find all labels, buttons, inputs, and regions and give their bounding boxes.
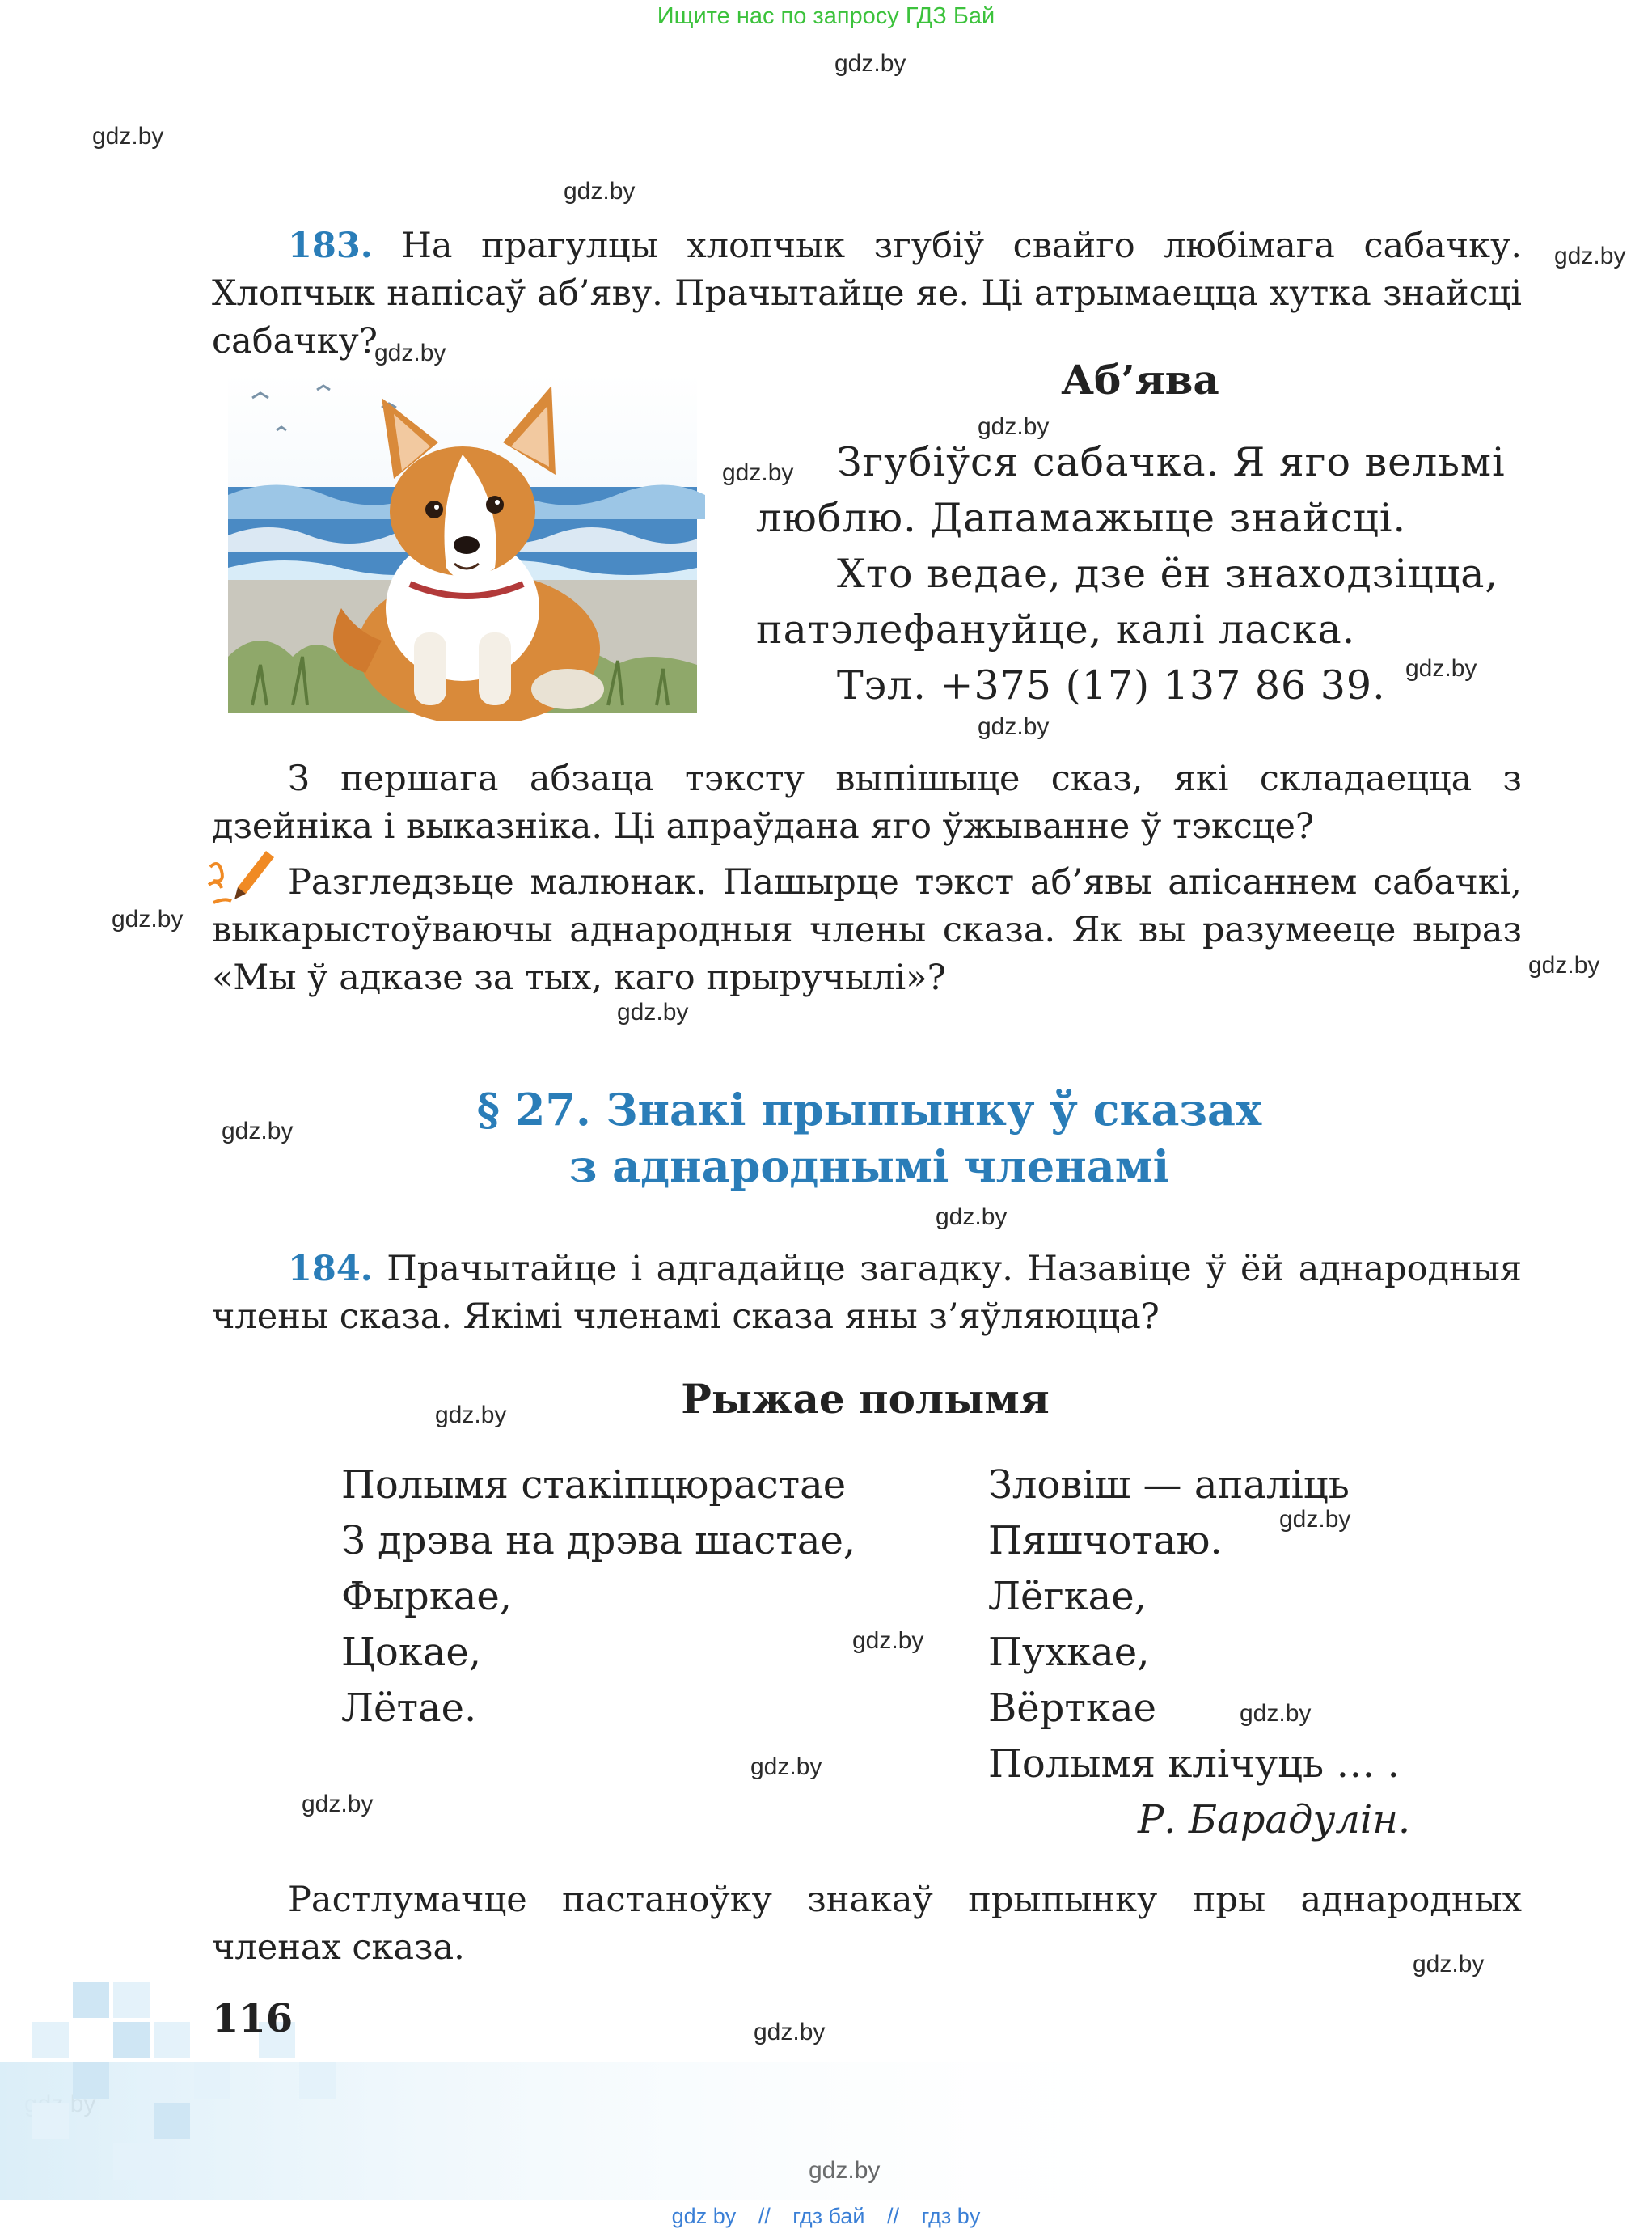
ad-line: люблю. Дапамажыце знайсці. (756, 495, 1407, 541)
watermark: gdz.by (1279, 1506, 1351, 1533)
watermark: gdz.by (852, 1627, 924, 1654)
poem-author: Р. Барадулін. (1138, 1797, 1411, 1842)
watermark: gdz.by (92, 123, 164, 150)
poem-line: Фыркае, (341, 1574, 513, 1619)
watermark: gdz.by (564, 178, 636, 205)
bottom-link[interactable]: гдз бай (792, 2204, 865, 2228)
ad-phone: Тэл. +375 (17) 137 86 39. (837, 662, 1386, 708)
watermark: gdz.by (1240, 1700, 1312, 1727)
ad-line: Хто ведае, дзе ён знаходзіцца, (837, 551, 1498, 597)
watermark: gdz.by (1528, 952, 1600, 979)
poem-line: Полымя стакіпцюрастае (341, 1462, 847, 1508)
poem-line: Пухкае, (988, 1630, 1150, 1675)
exercise-number: 183. (288, 226, 373, 266)
dog-illustration (220, 366, 705, 721)
exercise-number: 184. (288, 1249, 373, 1289)
watermark: gdz.by (1554, 243, 1626, 269)
poem-line: Пяшчотаю. (988, 1518, 1223, 1563)
decorative-mosaic (0, 1965, 1213, 2200)
watermark: gdz.by (112, 906, 184, 933)
bottom-separator: // (758, 2204, 771, 2228)
section-heading (372, 1081, 1367, 1195)
bottom-links (0, 2204, 1652, 2229)
watermark: gdz.by (617, 999, 689, 1026)
poem-line: Полымя клічуць … . (988, 1741, 1400, 1787)
bottom-separator: // (887, 2204, 900, 2228)
watermark: gdz.by (722, 459, 794, 486)
poem-left-column (341, 1457, 856, 1736)
watermark: gdz.by (222, 1118, 294, 1144)
poem-line: З дрэва на дрэва шастае, (341, 1518, 856, 1563)
watermark: gdz.by (750, 1753, 822, 1780)
poem-right-column (988, 1457, 1400, 1792)
poem-line: Лётае. (341, 1685, 477, 1731)
poem-line: Вёрткае (988, 1685, 1156, 1731)
exercise-183 (212, 222, 1522, 366)
watermark: gdz.by (374, 340, 446, 366)
ad-title: Аб’ява (1061, 356, 1219, 404)
page-number: 116 (212, 1996, 294, 2041)
watermark: gdz.by (754, 2019, 826, 2045)
poem-line: Лёгкае, (988, 1574, 1147, 1619)
exercise-184 (212, 1246, 1522, 1341)
bottom-link[interactable]: gdz by (671, 2204, 737, 2228)
exercise-text: Прачытайце і адгадайце загадку. Назавіце ў ёй аднародныя члены сказа. Якімі членамі сказа яны з’яўляюцца? (212, 1249, 1523, 1337)
ad-line: патэлефануйце, калі ласка. (756, 607, 1356, 653)
poem-line: Цокае, (341, 1630, 482, 1675)
watermark: gdz.by (978, 413, 1050, 440)
exercise-text: На прагулцы хлопчык згубіў свайго любімага сабачку. Хлопчык напісаў аб’яву. Прачытайце яе. Ці атрымаецца хутка знайсці сабачку? (212, 226, 1522, 362)
section-heading-line: § 27. Знакі прыпынку ў сказах (476, 1084, 1262, 1136)
poem-title: Рыжае полымя (681, 1375, 1050, 1423)
section-heading-line: з аднароднымі членамі (568, 1140, 1170, 1192)
watermark: gdz.by (1413, 1951, 1485, 1977)
watermark: gdz.by (936, 1203, 1008, 1230)
task-paragraph: Растлумачце пастаноўку знакаў прыпынку пры аднародных членах сказа. (212, 1880, 1522, 1968)
task-paragraph: Разгледзьце малюнак. Пашырце тэкст аб’явы апісаннем сабачкі, выкарыстоўваючы аднародныя члены сказа. Як вы разумееце выраз «Мы ў адказе за тых, каго прыручылі»? (212, 862, 1522, 998)
task-paragraph: З першага абзаца тэксту выпішыце сказ, які складаецца з дзейніка і выказніка. Ці апраўдана яго ўжыванне ў тэксце? (212, 759, 1522, 847)
watermark: gdz.by (1405, 655, 1477, 682)
watermark: gdz.by (834, 50, 906, 77)
watermark: gdz.by (302, 1791, 374, 1817)
watermark: gdz.by (435, 1402, 507, 1428)
ad-line: Згубіўся сабачка. Я яго вельмі (837, 439, 1506, 485)
top-banner: Ищите нас по запросу ГДЗ Бай (657, 3, 995, 29)
watermark: gdz.by (978, 713, 1050, 740)
bottom-link[interactable]: гдз by (921, 2204, 981, 2228)
poem-line: Зловіш — апаліць (988, 1462, 1350, 1508)
